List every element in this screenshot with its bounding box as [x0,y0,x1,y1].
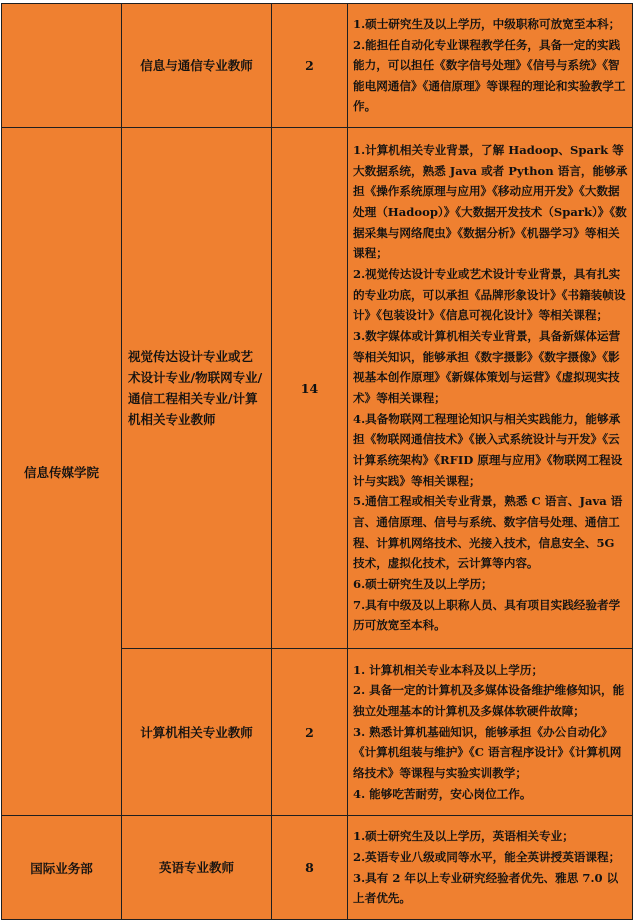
requirement-item: 5.通信工程或相关专业背景，熟悉 C 语言、Java 语言、通信原理、信号与系统、数字信号处理、通信工程、计算机网络技术、光接入技术，信息安全、5G 技术，虚拟化技术，云计算等内容。 [353,494,623,571]
table-row [2,128,633,649]
requirement-item: 2.视觉传达设计专业或艺术设计专业背景，具有扎实的专业功底，可以承担《品牌形象设计》《书籍装帧设计》《包装设计》《信息可视化设计》等相关课程； [353,267,626,323]
requirements-cell [348,649,633,816]
table-row [2,4,633,128]
requirement-item: 7.具有中级及以上职称人员、具有项目实践经验者学历可放宽至本科。 [353,597,621,633]
department-cell: 信息传媒学院 [2,128,122,816]
requirement-item: 2. 具备一定的计算机及多媒体设备维护维修知识，能独立处理基本的计算机及多媒体软硬件故障； [353,683,625,719]
department-cell [2,4,122,128]
requirement-item: 4.具备物联网工程理论知识与相关实践能力，能够承担《物联网通信技术》《嵌入式系统设计与开发》《云计算系统架构》《RFID 原理与应用》《物联网工程设计与实践》等相关课程； [353,411,623,488]
position-cell: 英语专业教师 [122,816,272,920]
requirement-item: 1. 计算机相关专业本科及以上学历； [353,662,544,677]
table-row [2,816,633,920]
requirement-item: 1.硕士研究生及以上学历，中级职称可放宽至本科； [353,16,621,31]
requirement-item: 2.英语专业八级或同等水平，能全英讲授英语课程； [353,849,621,864]
position-cell: 视觉传达设计专业或艺术设计专业/物联网专业/通信工程相关专业/计算机相关专业教师 [122,128,272,649]
requirement-item: 4. 能够吃苦耐劳，安心岗位工作。 [353,786,532,801]
count-cell: 2 [272,649,348,816]
position-cell: 信息与通信专业教师 [122,4,272,128]
requirement-item: 3. 熟悉计算机基础知识，能够承担《办公自动化》《计算机组装与维护》《C 语言程序设计》《计算机网络技术》等课程与实验实训教学； [353,724,622,780]
requirement-item: 1.硕士研究生及以上学历，英语相关专业； [353,829,574,844]
requirement-item: 3.具有 2 年以上专业研究经验者优先、雅思 7.0 以上者优先。 [353,870,619,906]
count-cell: 14 [272,128,348,649]
requirements-cell [348,4,633,128]
requirements-cell [348,128,633,649]
count-cell: 8 [272,816,348,920]
recruitment-table [1,3,633,920]
requirement-item: 3.数字媒体或计算机相关专业背景，具备新媒体运营等相关知识，能够承担《数字摄影》《数字摄像》《影视基本创作原理》《新媒体策划与运营》《虚拟现实技术》等相关课程； [353,329,621,405]
position-cell: 计算机相关专业教师 [122,649,272,816]
requirement-item: 6.硕士研究生及以上学历； [353,576,493,591]
department-cell: 国际业务部 [2,816,122,920]
count-cell: 2 [272,4,348,128]
requirement-item: 2.能担任自动化专业课程教学任务，具备一定的实践能力，可以担任《数字信号处理》《信号与系统》《智能电网通信》《通信原理》等课程的理论和实验教学工作。 [353,37,626,114]
requirements-cell [348,816,633,920]
requirement-item: 1.计算机相关专业背景，了解 Hadoop、Spark 等大数据系统，熟悉 Java 或者 Python 语言，能够承担《操作系统原理与应用》《移动应用开发》《大数据处理（Hadoop）》《大数据开发技术（Spark）》《数据采集与网络爬虫》《数据分析》《机器学习》等相关课程； [353,143,628,261]
